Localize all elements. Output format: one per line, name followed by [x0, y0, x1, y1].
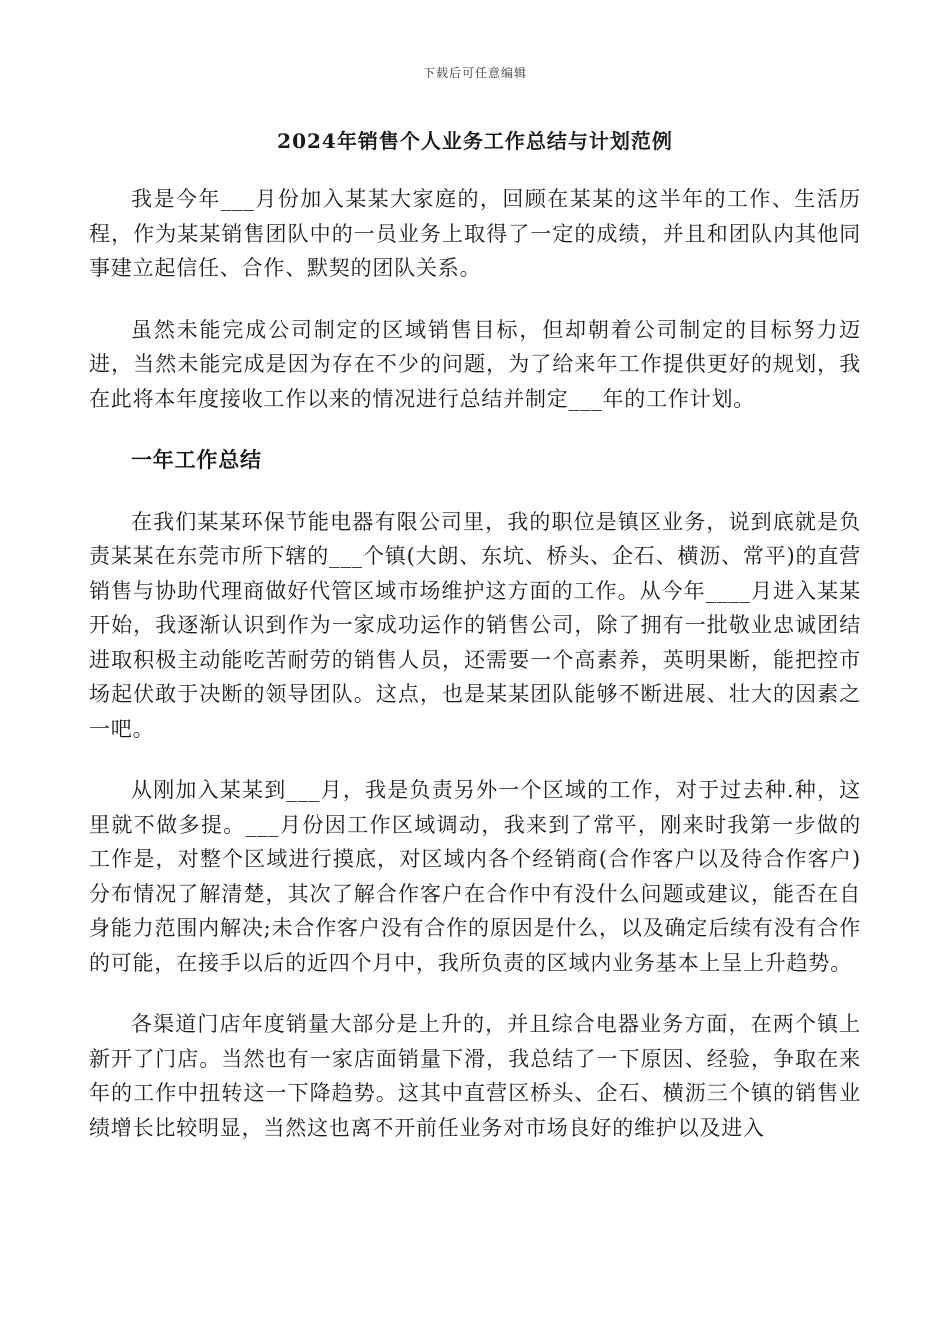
paragraph-spacer: [89, 746, 861, 773]
header-note: 下载后可任意编辑: [422, 66, 527, 80]
paragraph-spacer: [89, 416, 861, 443]
paragraph-spacer: [89, 478, 861, 505]
paragraph-spacer: [89, 980, 861, 1007]
document-title: 2024年销售个人业务工作总结与计划范例: [277, 129, 673, 153]
paragraph-goal: 虽然未能完成公司制定的区域销售目标，但却朝着公司制定的目标努力迈进，当然未能完成是因为存在不少的问题，为了给来年工作提供更好的规划，我在此将本年度接收工作以来的情况进行总结并制定___年的工作计划。: [89, 317, 861, 411]
paragraph-spacer: [89, 286, 861, 313]
paragraph-role: 在我们某某环保节能电器有限公司里，我的职位是镇区业务，说到底就是负责某某在东莞市所下辖的___个镇(大朗、东坑、桥头、企石、横沥、常平)的直营销售与协助代理商做好代管区域市场维护这方面的工作。从今年____月进入某某开始，我逐渐认识到作为一家成功运作的销售公司，除了拥有一批敬业忠诚团结进取积极主动能吃苦耐劳的销售人员，还需要一个高素养，英明果断，能把控市场起伏敢于决断的领导团队。这点，也是某某团队能够不断进展、壮大的因素之一吧。: [89, 509, 861, 741]
section-heading: 一年工作总结: [131, 447, 262, 472]
document-body: [89, 182, 861, 1145]
paragraph-transfer: 从刚加入某某到___月，我是负责另外一个区域的工作，对于过去种.种，这里就不做多提。___月份因工作区域调动，我来到了常平，刚来时我第一步做的工作是，对整个区域进行摸底，对区域内各个经销商(合作客户以及待合作客户)分布情况了解清楚，其次了解合作客户在合作中有没什么问题或建议，能否在自身能力范围内解决;未合作客户没有合作的原因是什么，以及确定后续有没有合作的可能，在接手以后的近四个月中，我所负责的区域内业务基本上呈上升趋势。: [89, 778, 861, 975]
paragraph-intro: 我是今年___月份加入某某大家庭的，回顾在某某的这半年的工作、生活历程，作为某某销售团队中的一员业务上取得了一定的成绩，并且和团队内其他同事建立起信任、合作、默契的团队关系。: [89, 187, 861, 280]
paragraph-sales: 各渠道门店年度销量大部分是上升的，并且综合电器业务方面，在两个镇上新开了门店。当然也有一家店面销量下滑，我总结了一下原因、经验，争取在来年的工作中扭转这一下降趋势。这其中直营区桥头、企石、横沥三个镇的销售业绩增长比较明显，当然这也离不开前任业务对市场良好的维护以及进入: [89, 1012, 861, 1140]
